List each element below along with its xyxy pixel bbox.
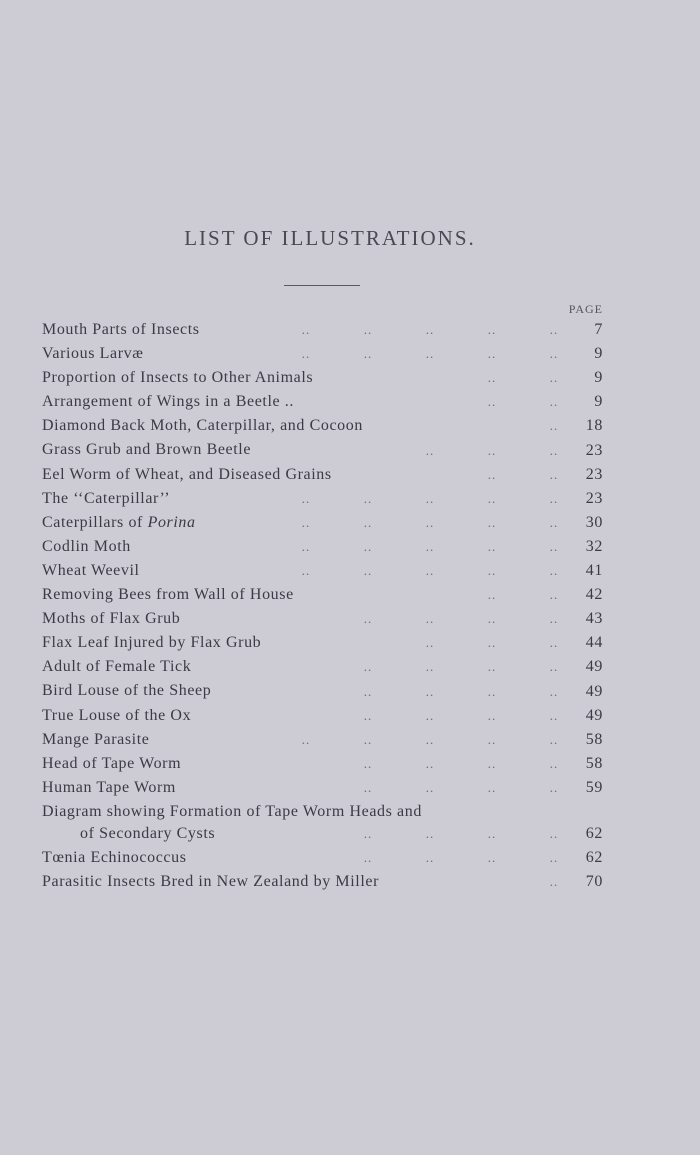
illustrations-list <box>42 318 603 894</box>
page-number: 59 <box>585 778 603 796</box>
page-number: 49 <box>585 658 603 676</box>
illustration-title: Diagram showing Formation of Tape Worm Heads and of Secondary Cysts <box>42 802 422 842</box>
page-number: 23 <box>585 489 603 507</box>
list-item <box>42 414 603 438</box>
illustration-title: Tœnia Echinococcus <box>42 848 187 866</box>
list-item <box>42 704 603 728</box>
list-item <box>42 846 603 870</box>
title-divider <box>284 285 360 286</box>
illustration-title: Arrangement of Wings in a Beetle .. <box>42 393 294 411</box>
illustration-title: True Louse of the Ox <box>42 706 192 724</box>
page-number: 49 <box>585 706 603 724</box>
illustration-title: Mouth Parts of Insects <box>42 321 200 338</box>
list-item <box>42 342 603 366</box>
illustration-title: Parasitic Insects Bred in New Zealand by Miller <box>42 872 379 890</box>
list-item <box>42 511 603 535</box>
list-item <box>42 776 603 800</box>
dot-leaders: .. .. .. .. <box>363 683 559 699</box>
dot-leaders: .. .. .. .. <box>363 825 559 841</box>
dot-leaders: .. .. <box>487 587 559 603</box>
page-number: 9 <box>594 393 603 411</box>
page-number: 49 <box>585 682 603 700</box>
page-number: 7 <box>594 321 603 339</box>
list-item <box>42 318 603 342</box>
page-number: 70 <box>585 873 603 891</box>
dot-leaders: .. .. .. .. <box>363 779 559 795</box>
dot-leaders: .. .. .. .. .. <box>301 490 559 506</box>
illustration-title: The ‘‘Caterpillar’’ <box>42 489 171 507</box>
list-item <box>42 800 603 846</box>
illustration-title: Adult of Female Tick <box>42 658 192 676</box>
dot-leaders: .. .. .. .. <box>363 707 559 723</box>
page-number: 42 <box>585 586 603 604</box>
list-item <box>42 583 603 607</box>
illustration-title: Moths of Flax Grub <box>42 610 181 628</box>
list-item <box>42 870 603 894</box>
illustration-title: Human Tape Worm <box>42 778 176 796</box>
list-item <box>42 752 603 776</box>
illustration-title: Diamond Back Moth, Caterpillar, and Cocoon <box>42 417 363 435</box>
page-number: 9 <box>594 369 603 387</box>
dot-leaders: .. <box>549 874 559 890</box>
page-number: 58 <box>585 754 603 772</box>
dot-leaders: .. .. .. .. .. <box>301 322 559 338</box>
page-number: 58 <box>585 730 603 748</box>
list-item <box>42 607 603 631</box>
list-item <box>42 559 603 583</box>
page-number: 62 <box>585 824 603 842</box>
list-item <box>42 463 603 487</box>
page-number: 41 <box>585 562 603 580</box>
dot-leaders: .. <box>549 418 559 434</box>
illustration-title: Caterpillars of Porina <box>42 513 196 531</box>
dot-leaders: .. .. .. .. .. <box>301 514 559 530</box>
illustration-title: Various Larvæ <box>42 345 144 363</box>
page-number: 32 <box>585 537 603 555</box>
illustration-title: Removing Bees from Wall of House <box>42 586 294 604</box>
page-number: 9 <box>594 345 603 363</box>
list-item <box>42 631 603 655</box>
dot-leaders: .. .. .. .. .. <box>301 538 559 554</box>
dot-leaders: .. .. <box>487 370 559 386</box>
list-item <box>42 679 603 703</box>
dot-leaders: .. .. .. <box>425 635 559 651</box>
list-item <box>42 438 603 462</box>
illustration-title: Mange Parasite <box>42 730 150 748</box>
dot-leaders: .. .. .. .. .. <box>301 563 559 579</box>
page-number: 43 <box>585 610 603 628</box>
list-item <box>42 535 603 559</box>
list-item <box>42 655 603 679</box>
list-item <box>42 366 603 390</box>
page-number: 23 <box>585 465 603 483</box>
dot-leaders: .. .. .. <box>425 442 559 458</box>
page-number: 30 <box>585 513 603 531</box>
page-number: 18 <box>585 417 603 435</box>
illustration-title: Eel Worm of Wheat, and Diseased Grains <box>42 465 332 483</box>
illustration-title: Proportion of Insects to Other Animals <box>42 369 314 387</box>
illustration-title: Grass Grub and Brown Beetle <box>42 441 252 459</box>
illustration-title: Head of Tape Worm <box>42 754 182 772</box>
dot-leaders: .. .. .. .. <box>363 611 559 627</box>
page-title: LIST OF ILLUSTRATIONS. <box>184 226 476 250</box>
illustration-title: Flax Leaf Injured by Flax Grub <box>42 634 262 652</box>
page-number: 62 <box>585 848 603 866</box>
dot-leaders: .. .. .. .. <box>363 659 559 675</box>
list-item <box>42 390 603 414</box>
illustration-title: Wheat Weevil <box>42 561 140 579</box>
dot-leaders: .. .. <box>487 466 559 482</box>
page-column-header: PAGE <box>568 302 603 316</box>
dot-leaders: .. .. <box>487 394 559 410</box>
dot-leaders: .. .. .. .. .. <box>301 346 559 362</box>
illustration-title: Codlin Moth <box>42 537 131 555</box>
list-item <box>42 487 603 511</box>
dot-leaders: .. .. .. .. <box>363 849 559 865</box>
page-number: 23 <box>585 441 603 459</box>
list-item <box>42 728 603 752</box>
page-number: 44 <box>585 634 603 652</box>
illustration-title: Bird Louse of the Sheep <box>42 682 212 700</box>
dot-leaders: .. .. .. .. <box>363 755 559 771</box>
dot-leaders: .. .. .. .. .. <box>301 731 559 747</box>
